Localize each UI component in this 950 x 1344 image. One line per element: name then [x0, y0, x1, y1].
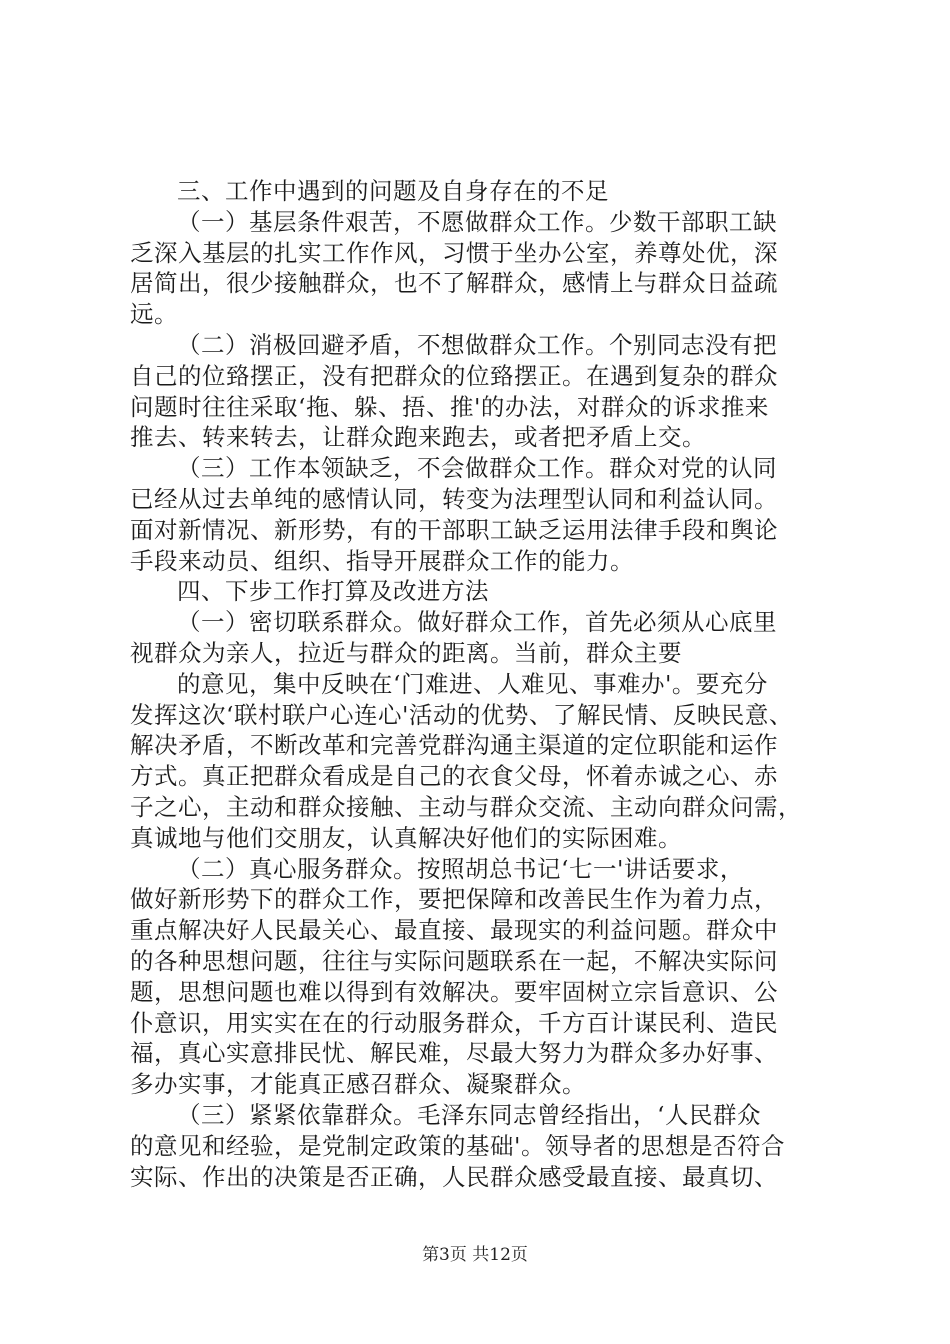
text-line: 的意见和经验，是党制定政策的基础'。领导者的思想是否符合	[130, 1131, 785, 1160]
text-line: 多办实事，才能真正感召群众、凝聚群众。	[130, 1070, 586, 1099]
text-line: 子之心，主动和群众接触、主动与群众交流、主动向群众问需，	[130, 792, 802, 821]
text-line: （二）真心服务群众。按照胡总书记‘七一'讲话要求，	[177, 854, 744, 883]
text-line: 实际、作出的决策是否正确，人民群众感受最直接、最真切、	[130, 1162, 778, 1191]
text-line: 问题时往往采取‘拖、躲、捂、推'的办法，对群众的诉求推来	[130, 392, 769, 421]
text-line: 四、下步工作打算及改进方法	[177, 577, 489, 606]
text-line: 做好新形势下的群众工作，要把保障和改善民生作为着力点，	[130, 885, 778, 914]
text-line: 居简出，很少接触群众，也不了解群众，感情上与群众日益疏	[130, 269, 778, 298]
text-line: 手段来动员、组织、指导开展群众工作的能力。	[130, 546, 634, 575]
text-line: （一）基层条件艰苦，不愿做群众工作。少数干部职工缺	[177, 207, 777, 236]
text-line: 的各种思想问题，往往与实际问题联系在一起，不解决实际问	[130, 946, 778, 975]
text-line: 题，思想问题也难以得到有效解决。要牢固树立宗旨意识、公	[130, 977, 778, 1006]
text-line: （二）消极回避矛盾，不想做群众工作。个别同志没有把	[177, 330, 777, 359]
text-line: 三、工作中遇到的问题及自身存在的不足	[177, 177, 609, 205]
text-line: 推去、转来转去，让群众跑来跑去，或者把矛盾上交。	[130, 423, 706, 452]
text-line: 解决矛盾，不断改革和完善党群沟通主渠道的定位职能和运作	[130, 731, 778, 760]
text-line: 视群众为亲人，拉近与群众的距离。当前，群众主要	[130, 638, 682, 667]
text-line: （三）工作本领缺乏，不会做群众工作。群众对党的认同	[177, 454, 777, 483]
text-line: 仆意识，用实实在在的行动服务群众，千方百计谋民利、造民	[130, 1008, 778, 1037]
text-line: （一）密切联系群众。做好群众工作，首先必须从心底里	[177, 608, 777, 637]
text-line: 真诚地与他们交朋友，认真解决好他们的实际困难。	[130, 823, 682, 852]
text-line: 福，真心实意排民忧、解民难，尽最大努力为群众多办好事、	[130, 1039, 778, 1068]
page-footer: 第3页 共12页	[422, 1245, 528, 1265]
text-line: 方式。真正把群众看成是自己的衣食父母，怀着赤诚之心、赤	[130, 762, 778, 791]
text-line: （三）紧紧依靠群众。毛泽东同志曾经指出，‘人民群众	[177, 1100, 761, 1129]
document-body	[130, 176, 835, 1192]
text-line: 的意见，集中反映在‘门难进、人难见、事难办'。要充分	[177, 669, 768, 698]
text-line: 已经从过去单纯的感情认同，转变为法理型认同和利益认同。	[130, 484, 778, 513]
text-line: 乏深入基层的扎实工作作风，习惯于坐办公室，养尊处优，深	[130, 238, 778, 267]
text-line: 面对新情况、新形势，有的干部职工缺乏运用法律手段和舆论	[130, 515, 778, 544]
text-line: 远。	[130, 300, 178, 329]
text-line: 自己的位臵摆正，没有把群众的位臵摆正。在遇到复杂的群众	[130, 361, 778, 390]
text-line: 发挥这次‘联村联户心连心'活动的优势、了解民情、反映民意、	[130, 700, 793, 729]
text-line: 重点解决好人民最关心、最直接、最现实的利益问题。群众中	[130, 916, 778, 945]
